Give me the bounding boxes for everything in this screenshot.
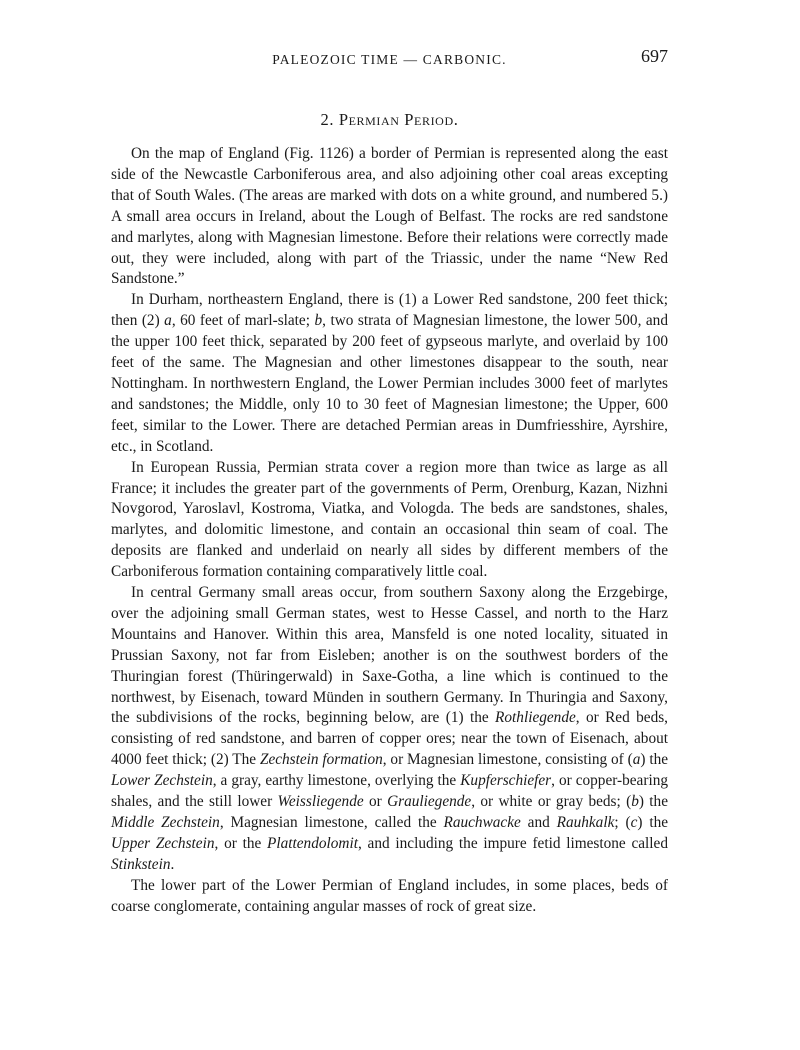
paragraph [111, 458, 668, 583]
paragraph [111, 583, 668, 876]
text-run: , 60 feet of marl-slate; [171, 312, 315, 330]
text-run: . [170, 855, 175, 873]
text-run: ) the [637, 814, 669, 831]
text-run: ) the [638, 793, 668, 811]
italic-text: Rothliegende [495, 709, 576, 727]
text-run: On the map of England (Fig. 1126) a border of Permian is represented along the east side of the Newcastle Carboniferous area, and also adjoining other coal areas excepting that of South Wales. (The areas are marked with dots on a white ground, and numbered 5.) A small area occurs in Ireland, about the Lough of Belfast. The rocks are red sandstone and marlytes, along with Magnesian limestone. Before their relations were correctly made out, they were included, along with part of the Triassic, under the name “New Red Sandstone.” [111, 145, 668, 288]
text-run: In European Russia, Permian strata cover a region more than twice as large as all France; it includes the greater part of the governments of Perm, Orenburg, Kazan, Nizhni Novgorod, Yaroslavl, Kostroma, Viatka, and Vologda. The beds are sandstones, shales, marlytes, and dolomitic limestone, and contain an occasional thin seam of coal. The deposits are flanked and underlaid on nearly all sides by different members of the Carboniferous formation containing comparatively little coal. [111, 458, 668, 581]
page-number: 697 [641, 46, 668, 66]
text-run: , or white or gray beds; ( [471, 793, 632, 811]
text-run: , or Magnesian limestone, consisting of ( [382, 751, 633, 769]
text-run: or [363, 793, 388, 811]
text-run: and [520, 814, 557, 831]
italic-text: b [314, 312, 323, 330]
italic-text: Zechstein formation [259, 751, 383, 769]
text-run: In central Germany small areas occur, from southern Saxony along the Erzgebirge, over the adjoining small German states, west to Hesse Cassel, and north to the Harz Mountains and Hanover. Within this area, Mansfeld is one noted locality, situated in Prussian Saxony, not far from Eisleben; another is on the southwest borders of the Thuringian forest (Thüringerwald) in Saxe-Gotha, a line which is continued to the northwest, by Eisenach, toward Münden in southern Germany. In Thuringia and Saxony, the subdivisions of the rocks, beginning below, are (1) the [111, 584, 668, 727]
italic-text: a [632, 751, 641, 769]
italic-text: Plattendolomit [267, 834, 358, 852]
italic-text: Upper Zechstein [111, 834, 215, 852]
body-text [111, 144, 668, 918]
book-page [111, 40, 668, 918]
text-run: , or copper-bearing shales, and the still lower [111, 772, 668, 811]
italic-text: Rauchwacke [443, 814, 521, 831]
running-title: PALEOZOIC TIME — CARBONIC. [272, 52, 507, 67]
italic-text: a [164, 312, 172, 330]
text-run: , and including the impure fetid limestone called [357, 834, 668, 852]
text-run: ) the [640, 751, 669, 769]
text-run: , or the [214, 834, 268, 852]
paragraph [111, 876, 668, 918]
text-run: ; ( [614, 814, 631, 831]
italic-text: Kupferschiefer [460, 772, 552, 790]
italic-text: Stinkstein [111, 855, 171, 873]
italic-text: Weissliegende [277, 793, 364, 811]
italic-text: Rauhkalk [556, 814, 615, 831]
text-run: , a gray, earthy limestone, overlying the [212, 772, 461, 790]
paragraph [111, 290, 668, 457]
italic-text: Lower Zechstein [111, 772, 213, 790]
text-run: , two strata of Magnesian limestone, the lower 500, and the upper 100 feet thick, separated by 200 feet of gypseous marlyte, and overlaid by 100 feet of the same. The Magnesian and other limestones disappear to the south, near Nottingham. In northwestern England, the Lower Permian includes 3000 feet of marlytes and sandstones; the Middle, only 10 to 30 feet of Magnesian limestone; the Upper, 600 feet, similar to the Lower. There are detached Permian areas in Dumfriesshire, Ayrshire, etc., in Scotland. [111, 312, 668, 455]
italic-text: Middle Zechstein [111, 814, 220, 831]
italic-text: b [631, 793, 639, 811]
text-run: , or Red beds, consisting of red sandstone, and barren of copper ores; near the town of Eisenach, about 4000 feet thick; (2) The [111, 709, 668, 769]
section-heading: 2. Permian Period. [320, 110, 459, 129]
paragraph [111, 144, 668, 290]
running-head [111, 40, 668, 70]
italic-text: c [630, 814, 638, 831]
text-run: In Durham, northeastern England, there is (1) a Lower Red sandstone, 200 feet thick; then (2) [111, 291, 668, 330]
text-run: , Magnesian limestone, called the [219, 814, 444, 831]
italic-text: Grauliegende [387, 793, 472, 811]
text-run: The lower part of the Lower Permian of England includes, in some places, beds of coarse conglomerate, containing angular masses of rock of great size. [111, 876, 668, 915]
